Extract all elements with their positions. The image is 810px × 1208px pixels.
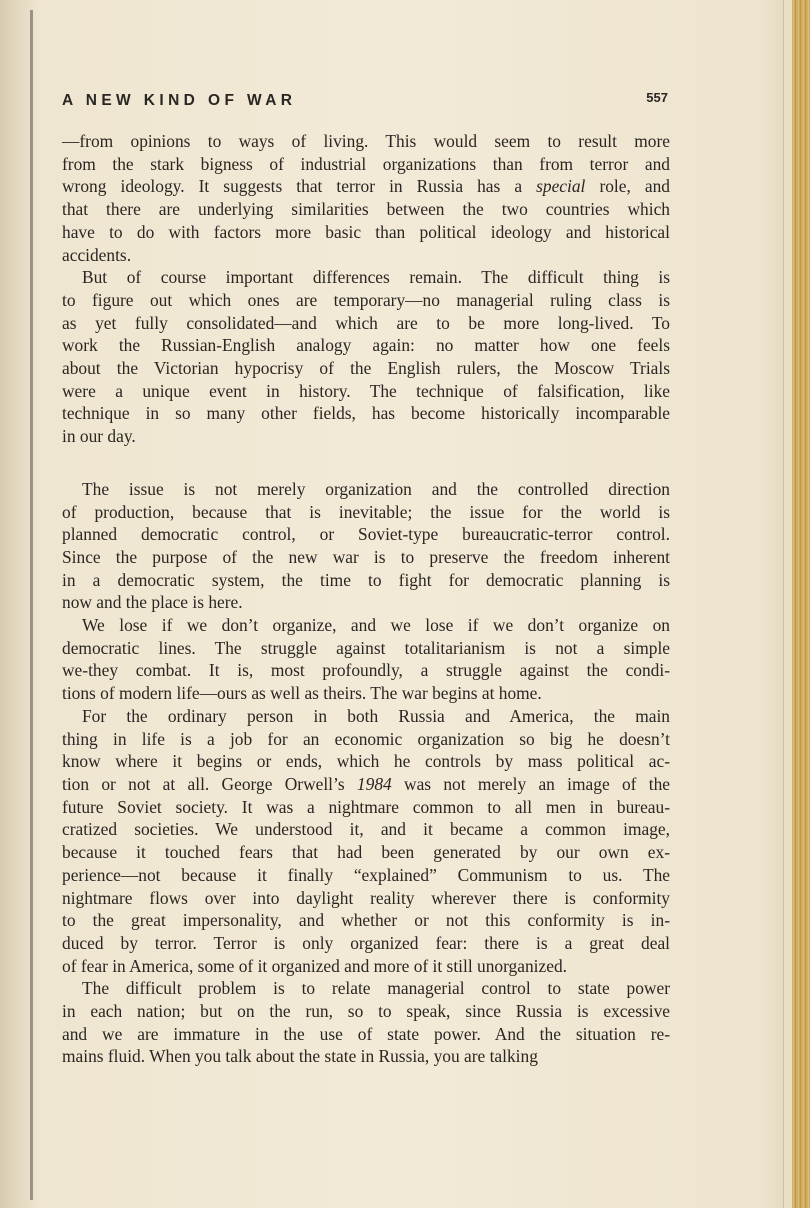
text-line: future Soviet society. It was a nightmare common to all men in bureau- bbox=[62, 796, 670, 817]
text-line: nightmare flows over into daylight reality wherever there is conformity bbox=[62, 887, 670, 908]
text-line: planned democratic control, or Soviet-type bureaucratic-terror control. bbox=[62, 524, 670, 545]
text-line: now and the place is here. bbox=[62, 592, 243, 613]
text-line: wrong ideology. It suggests that terror in Russia has a special role, and bbox=[62, 176, 670, 197]
text-line: The difficult problem is to relate managerial control to state power bbox=[82, 978, 670, 999]
text-line: Since the purpose of the new war is to preserve the freedom inherent bbox=[62, 546, 670, 567]
text-line: work the Russian-English analogy again: no matter how one feels bbox=[62, 335, 670, 356]
text-line: tions of modern life—ours as well as theirs. The war begins at home. bbox=[62, 683, 542, 704]
text-line: as yet fully consolidated—and which are to be more long-lived. To bbox=[62, 312, 670, 333]
text-line: technique in so many other fields, has become historically incomparable bbox=[62, 403, 670, 424]
running-head: A NEW KIND OF WAR bbox=[62, 92, 297, 109]
paragraph-2 bbox=[62, 266, 670, 448]
text-line: in our day. bbox=[62, 426, 136, 447]
text-line: thing in life is a job for an economic organization so big he doesn’t bbox=[62, 728, 670, 749]
text-line: democratic lines. The struggle against totalitarianism is not a simple bbox=[62, 637, 670, 658]
text-line: because it touched fears that had been generated by our own ex- bbox=[62, 842, 670, 863]
paragraph-3 bbox=[62, 478, 670, 614]
italic-word: 1984 bbox=[356, 773, 392, 794]
section-break bbox=[62, 448, 670, 478]
text-line: The issue is not merely organization and the controlled direction bbox=[82, 478, 670, 499]
text-line: perience—not because it finally “explained” Communism to us. The bbox=[62, 864, 670, 885]
book-fore-edge bbox=[792, 0, 810, 1208]
text-line: accidents. bbox=[62, 244, 132, 265]
italic-word: special bbox=[536, 176, 586, 197]
page-edge bbox=[783, 0, 792, 1208]
paragraph-4 bbox=[62, 614, 670, 705]
text-line: we-they combat. It is, most profoundly, a struggle against the condi- bbox=[62, 660, 670, 681]
text-line: tion or not at all. George Orwell’s 1984 was not merely an image of the bbox=[62, 773, 671, 794]
page-header bbox=[62, 92, 668, 112]
text-line: duced by terror. Terror is only organized fear: there is a great deal bbox=[62, 932, 670, 953]
text-line: have to do with factors more basic than political ideology and historical bbox=[62, 221, 670, 242]
text-line: —from opinions to ways of living. This would seem to result more bbox=[62, 131, 670, 151]
text-line: But of course important differences remain. The difficult thing is bbox=[82, 267, 670, 288]
body-text bbox=[62, 130, 670, 1068]
page-number: 557 bbox=[646, 90, 668, 105]
text-line: cratized societies. We understood it, and it became a common image, bbox=[62, 819, 670, 840]
text-line: to figure out which ones are temporary—no managerial ruling class is bbox=[62, 289, 670, 310]
text-line: of fear in America, some of it organized and more of it still unorganized. bbox=[62, 955, 567, 976]
paragraph-1 bbox=[62, 130, 670, 266]
paragraph-5 bbox=[62, 705, 670, 977]
paragraph-6 bbox=[62, 977, 670, 1068]
text-line: and we are immature in the use of state power. And the situation re- bbox=[62, 1023, 670, 1044]
text-line: from the stark bigness of industrial organizations than from terror and bbox=[62, 153, 670, 174]
text-line: For the ordinary person in both Russia and America, the main bbox=[82, 705, 670, 726]
text-line: mains fluid. When you talk about the state in Russia, you are talking bbox=[62, 1046, 538, 1067]
text-line: in a democratic system, the time to fight for democratic planning is bbox=[62, 569, 670, 590]
text-line: that there are underlying similarities between the two countries which bbox=[62, 199, 670, 220]
gutter-shadow bbox=[30, 10, 33, 1200]
text-line: in each nation; but on the run, so to speak, since Russia is excessive bbox=[62, 1001, 670, 1022]
text-line: to the great impersonality, and whether or not this conformity is in- bbox=[62, 910, 670, 931]
text-line: We lose if we don’t organize, and we lose if we don’t organize on bbox=[82, 615, 670, 636]
text-line: about the Victorian hypocrisy of the English rulers, the Moscow Trials bbox=[62, 358, 670, 379]
text-line: of production, because that is inevitable; the issue for the world is bbox=[62, 501, 670, 522]
text-line: know where it begins or ends, which he controls by mass political ac- bbox=[62, 751, 670, 772]
text-line: were a unique event in history. The technique of falsification, like bbox=[62, 380, 670, 401]
